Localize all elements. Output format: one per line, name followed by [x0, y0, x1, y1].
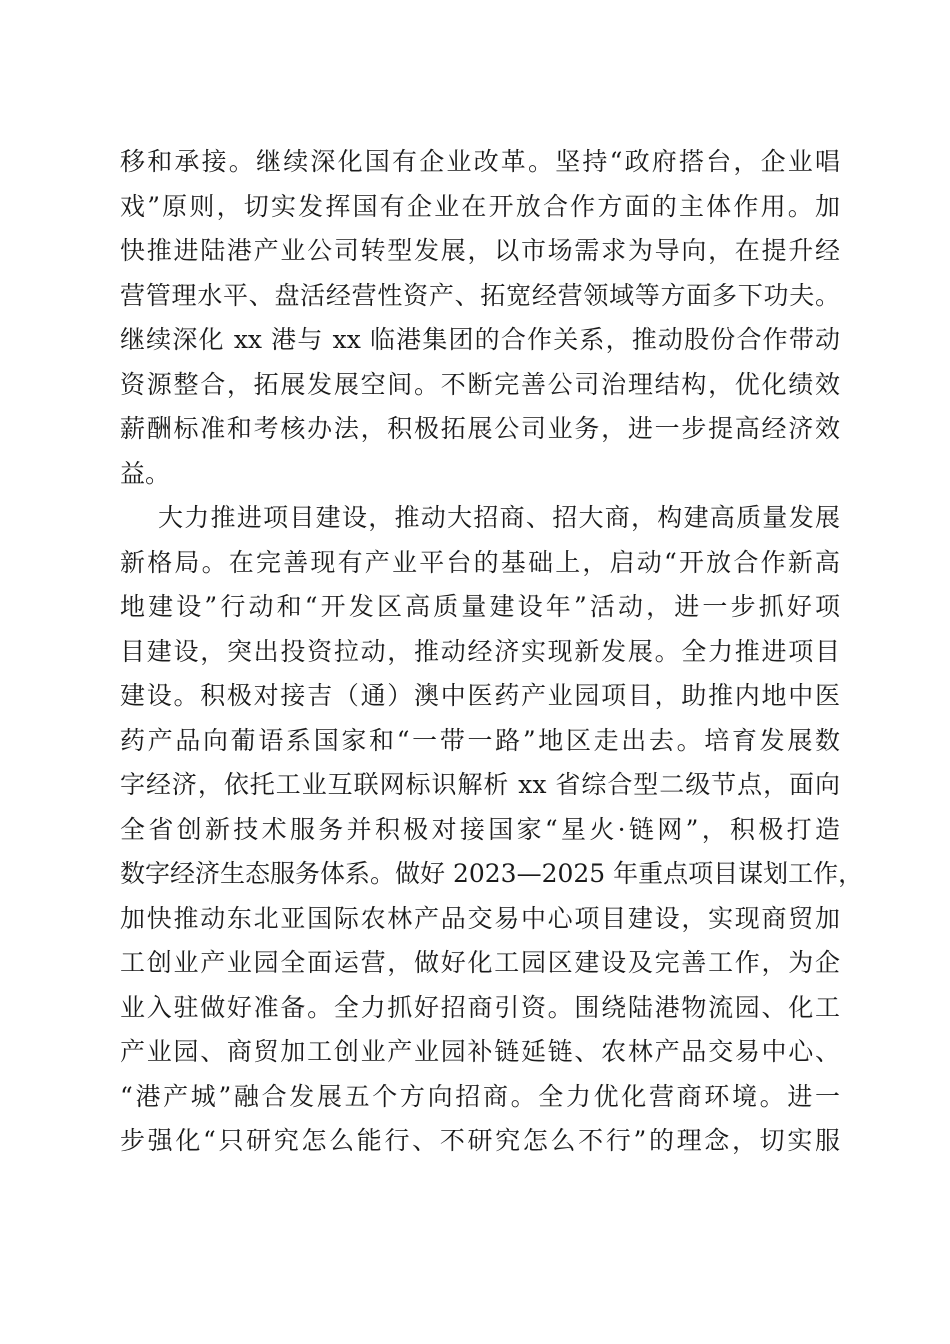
text-line: 地建设”行动和“开发区高质量建设年”活动，进一步抓好项	[120, 592, 840, 621]
text-line: 戏”原则，切实发挥国有企业在开放合作方面的主体作用。加	[120, 191, 840, 221]
text-line: 加快推动东北亚国际农林产品交易中心项目建设，实现商贸加	[120, 903, 840, 933]
text-line: 目建设，突出投资拉动，推动经济实现新发展。全力推进项目	[120, 636, 840, 666]
text-line: 全省创新技术服务并积极对接国家“星火·链网”，积极打造	[120, 814, 840, 844]
text-line: 字经济，依托工业互联网标识解析 xx 省综合型二级节点，面向	[120, 770, 840, 799]
paragraph-2	[120, 496, 864, 1164]
text-line: “港产城”融合发展五个方向招商。全力优化营商环境。进一	[120, 1081, 840, 1111]
text-line: 薪酬标准和考核办法，积极拓展公司业务，进一步提高经济效	[120, 414, 840, 443]
text-line: 益。	[120, 458, 171, 488]
text-line: 大力推进项目建设，推动大招商、招大商，构建高质量发展	[158, 503, 840, 532]
text-line: 产业园、商贸加工创业产业园补链延链、农林产品交易中心、	[120, 1037, 840, 1066]
text-line: 营管理水平、盘活经营性资产、拓宽经营领域等方面多下功夫。	[120, 280, 840, 310]
text-line: 继续深化 xx 港与 xx 临港集团的合作关系，推动股份合作带动	[120, 325, 840, 354]
text-line: 建设。积极对接吉（通）澳中医药产业园项目，助推内地中医	[120, 681, 840, 710]
text-line: 资源整合，拓展发展空间。不断完善公司治理结构，优化绩效	[120, 369, 840, 399]
text-line: 移和承接。继续深化国有企业改革。坚持“政府搭台，企业唱	[120, 147, 840, 176]
text-line: 新格局。在完善现有产业平台的基础上，启动“开放合作新高	[120, 547, 840, 577]
text-line: 快推进陆港产业公司转型发展，以市场需求为导向，在提升经	[120, 236, 840, 265]
text-line: 步强化“只研究怎么能行、不研究怎么不行”的理念，切实服	[120, 1126, 840, 1155]
text-line: 工创业产业园全面运营，做好化工园区建设及完善工作，为企	[120, 948, 840, 977]
text-line: 数字经济生态服务体系。做好 2023—2025 年重点项目谋划工作，	[120, 859, 864, 888]
text-line: 药产品向葡语系国家和“一带一路”地区走出去。培育发展数	[120, 725, 840, 755]
document-body	[120, 140, 864, 1164]
text-line: 业入驻做好准备。全力抓好招商引资。围绕陆港物流园、化工	[120, 992, 840, 1022]
paragraph-1	[120, 140, 840, 496]
